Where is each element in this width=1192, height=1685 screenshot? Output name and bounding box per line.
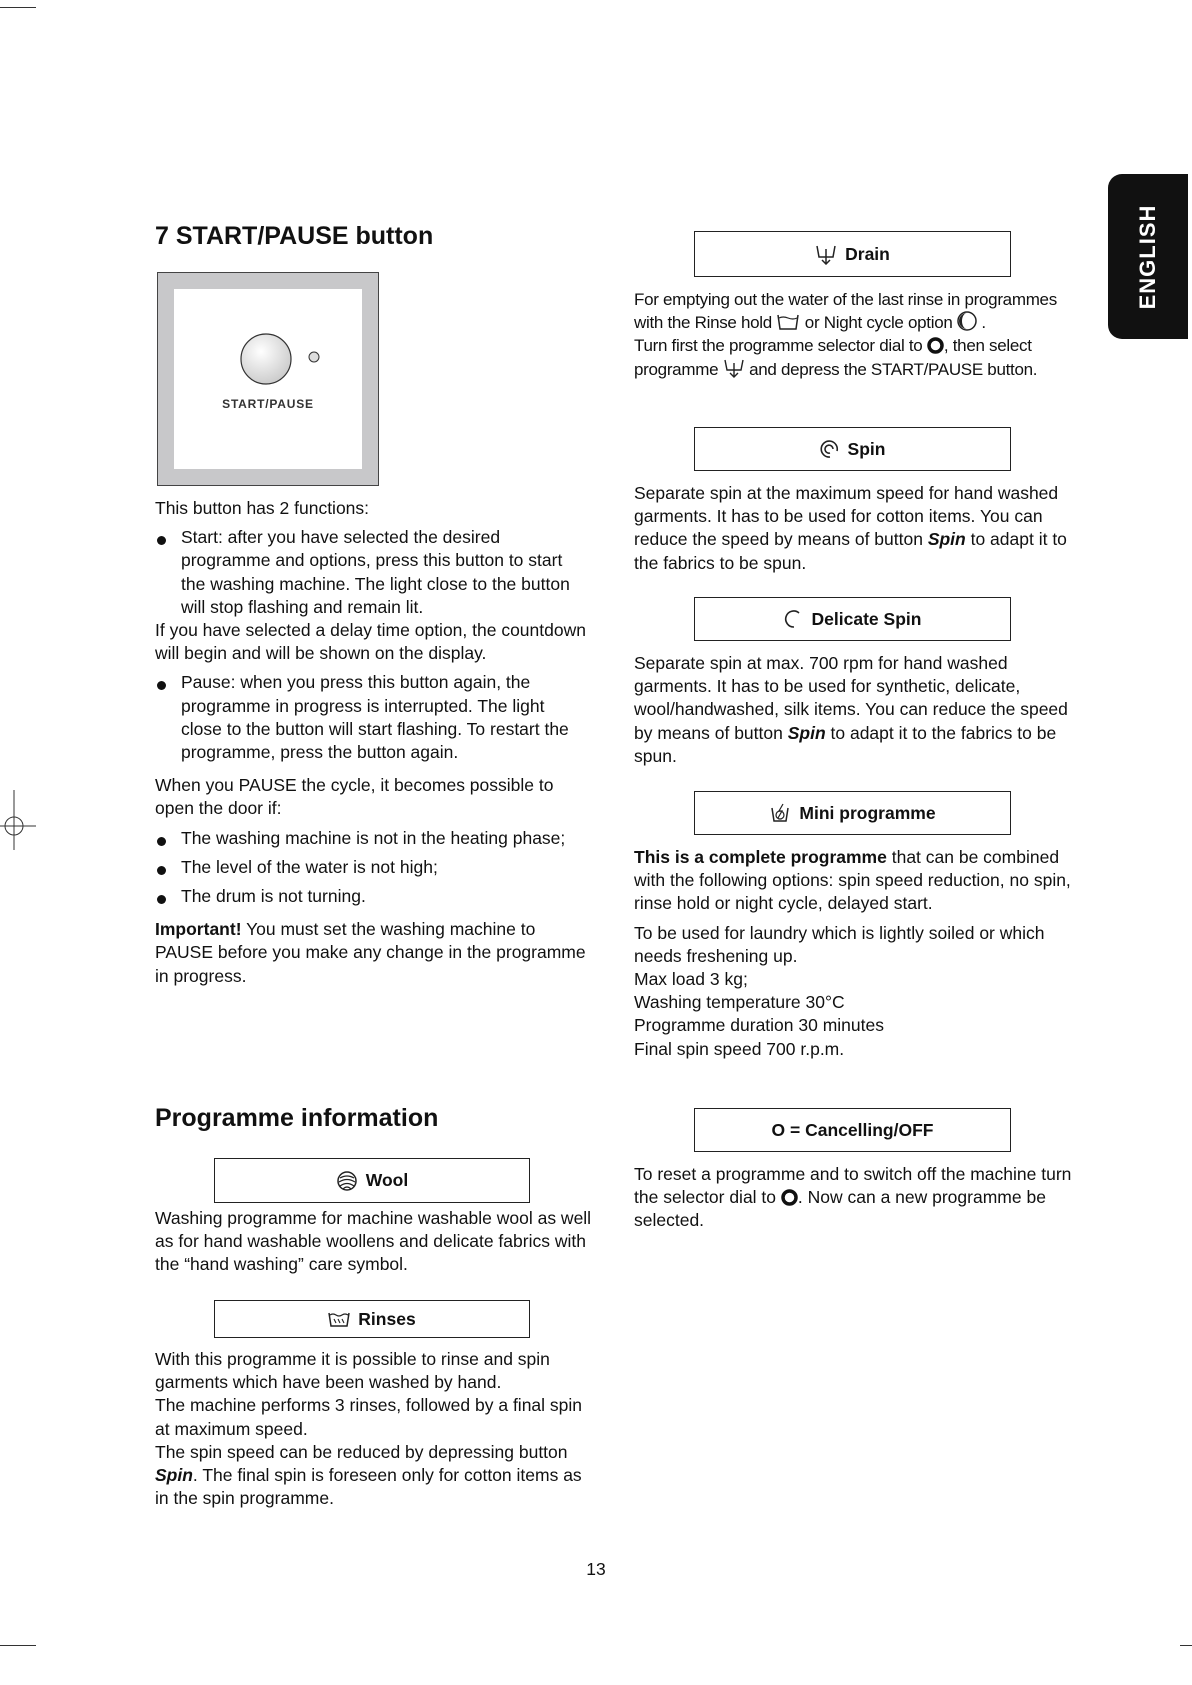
mini-programme-title: Mini programme <box>799 802 936 823</box>
important-note <box>155 918 588 988</box>
panel-label: START/PAUSE <box>222 397 314 411</box>
off-position-icon <box>927 337 944 354</box>
wool-title: Wool <box>365 1170 409 1190</box>
wool-description: Washing programme for machine washable wool as well as for hand washable woollens and delicate fabrics with the “hand washing” care symbol. <box>155 1208 592 1275</box>
functions-intro: This button has 2 functions: <box>155 498 370 518</box>
drain-text: , then select programme <box>634 336 1032 379</box>
delay-note: If you have selected a delay time option, the countdown will begin and will be shown on the display. <box>155 620 586 664</box>
mini-spec: Final spin speed 700 r.p.m. <box>634 1038 845 1059</box>
rinses-p2: The machine performs 3 rinses, followed by a final spin at maximum speed. <box>155 1395 583 1439</box>
drain-title-box <box>694 231 1011 277</box>
night-cycle-icon <box>957 311 977 331</box>
spin-title: Spin <box>847 438 886 459</box>
drain-text: and depress the START/PAUSE button. <box>744 359 1038 379</box>
mini-intro-text: that can be combined with the following options: spin speed reduction, no spin, rinse hold or night cycle, delayed start. <box>634 847 1071 914</box>
spin-button-ref: Spin <box>927 529 966 550</box>
delicate-spin-icon <box>784 609 804 629</box>
rinses-p3-text: The spin speed can be reduced by depressing button <box>155 1441 568 1462</box>
condition-item: The washing machine is not in the heating phase; <box>155 827 588 850</box>
delicate-spin-description <box>634 652 1084 768</box>
mini-spec: Max load 3 kg; <box>634 969 748 990</box>
door-intro: When you PAUSE the cycle, it becomes possible to open the door if: <box>155 775 554 819</box>
drain-title: Drain <box>845 243 890 264</box>
bullet-pause: Pause: when you press this button again, the programme in progress is interrupted. The light close to the button will start flashing. To restart the programme, press the button again. <box>155 671 588 764</box>
spin-title-box <box>694 427 1011 471</box>
programme-info-heading: Programme information <box>155 1104 439 1132</box>
rinse-hold-icon <box>776 313 800 331</box>
bullet-start: Start: after you have selected the desired programme and options, press this button to start the washing machine. The light close to the button will stop flashing and remain lit. <box>155 526 588 619</box>
important-label: Important! <box>155 919 242 940</box>
drain-icon <box>815 243 837 265</box>
rinses-title: Rinses <box>358 1308 416 1329</box>
spin-text: to adapt it to the fabrics to be spun. <box>634 529 1067 573</box>
rinses-title-box <box>214 1300 530 1338</box>
mini-programme-description <box>634 846 1084 1061</box>
spin-icon <box>820 439 840 459</box>
spin-text: Separate spin at the maximum speed for hand washed garments. It has to be used for cotton items. You can reduce the speed by means of button <box>634 483 1059 550</box>
off-position-icon <box>781 1189 798 1206</box>
crop-mark <box>1180 1645 1192 1646</box>
language-tab <box>1108 174 1188 339</box>
off-text: . Now can a new programme be selected. <box>634 1187 1046 1231</box>
spin-button-ref: Spin <box>787 722 826 743</box>
delicate-spin-title: Delicate Spin <box>811 608 922 629</box>
mini-spec: Programme duration 30 minutes <box>634 1015 884 1036</box>
off-text: To reset a programme and to switch off the machine turn the selector dial to <box>634 1164 1072 1208</box>
rinses-description <box>155 1348 593 1510</box>
condition-item: The drum is not turning. <box>155 885 588 908</box>
rinses-p1: With this programme it is possible to rinse and spin garments which have been washed by hand. <box>155 1349 550 1393</box>
condition-item: The level of the water is not high; <box>155 856 588 879</box>
page-number: 13 <box>586 1559 606 1579</box>
drain-description <box>634 288 1084 381</box>
off-title-box <box>694 1108 1011 1152</box>
delicate-spin-text: Separate spin at max. 700 rpm for hand washed garments. It has to be used for synthetic, delicate, wool/handwashed, silk items. You can reduce the speed by means of button <box>634 653 1068 743</box>
indicator-light-icon <box>309 352 319 362</box>
mini-intro-bold: This is a complete programme <box>634 847 887 867</box>
delicate-spin-title-box <box>694 597 1011 641</box>
start-pause-body <box>155 497 588 988</box>
language-tab-label: ENGLISH <box>1135 204 1160 309</box>
delicate-spin-text: to adapt it to the fabrics to be spun. <box>634 722 1057 766</box>
wool-icon <box>336 1170 358 1192</box>
rinses-p3-text: . The final spin is foreseen only for cotton items as in the spin programme. <box>155 1465 582 1509</box>
spin-description <box>634 482 1084 575</box>
off-description <box>634 1163 1084 1233</box>
wool-title-box <box>214 1158 530 1203</box>
start-pause-knob-icon <box>241 334 291 384</box>
mini-spec: Washing temperature 30°C <box>634 992 845 1013</box>
crop-mark <box>0 1645 36 1646</box>
mini-intro <box>634 846 1084 916</box>
drain-text: Turn first the programme selector dial to <box>634 336 927 356</box>
registration-mark <box>0 790 40 850</box>
drain-text: For emptying out the water of the last rinse in programmes with the Rinse hold <box>634 290 1057 333</box>
spin-button-ref: Spin <box>155 1465 193 1486</box>
drain-text: . <box>976 313 986 333</box>
crop-mark <box>0 7 36 8</box>
rinse-icon <box>328 1310 350 1328</box>
mini-usage: To be used for laundry which is lightly soiled or which needs freshening up. <box>634 922 1045 966</box>
drain-programme-icon <box>723 358 745 378</box>
start-pause-panel-illustration <box>157 272 379 486</box>
drain-text: or Night cycle option <box>800 313 957 333</box>
start-pause-heading: 7 START/PAUSE button <box>155 222 434 250</box>
rinses-p3 <box>155 1441 593 1511</box>
mini-programme-title-box <box>694 791 1011 835</box>
important-text: You must set the washing machine to PAUSE before you make any change in the programme in progress. <box>155 919 586 986</box>
off-title: O = Cancelling/OFF <box>771 1119 934 1140</box>
mini-programme-icon <box>769 802 791 824</box>
